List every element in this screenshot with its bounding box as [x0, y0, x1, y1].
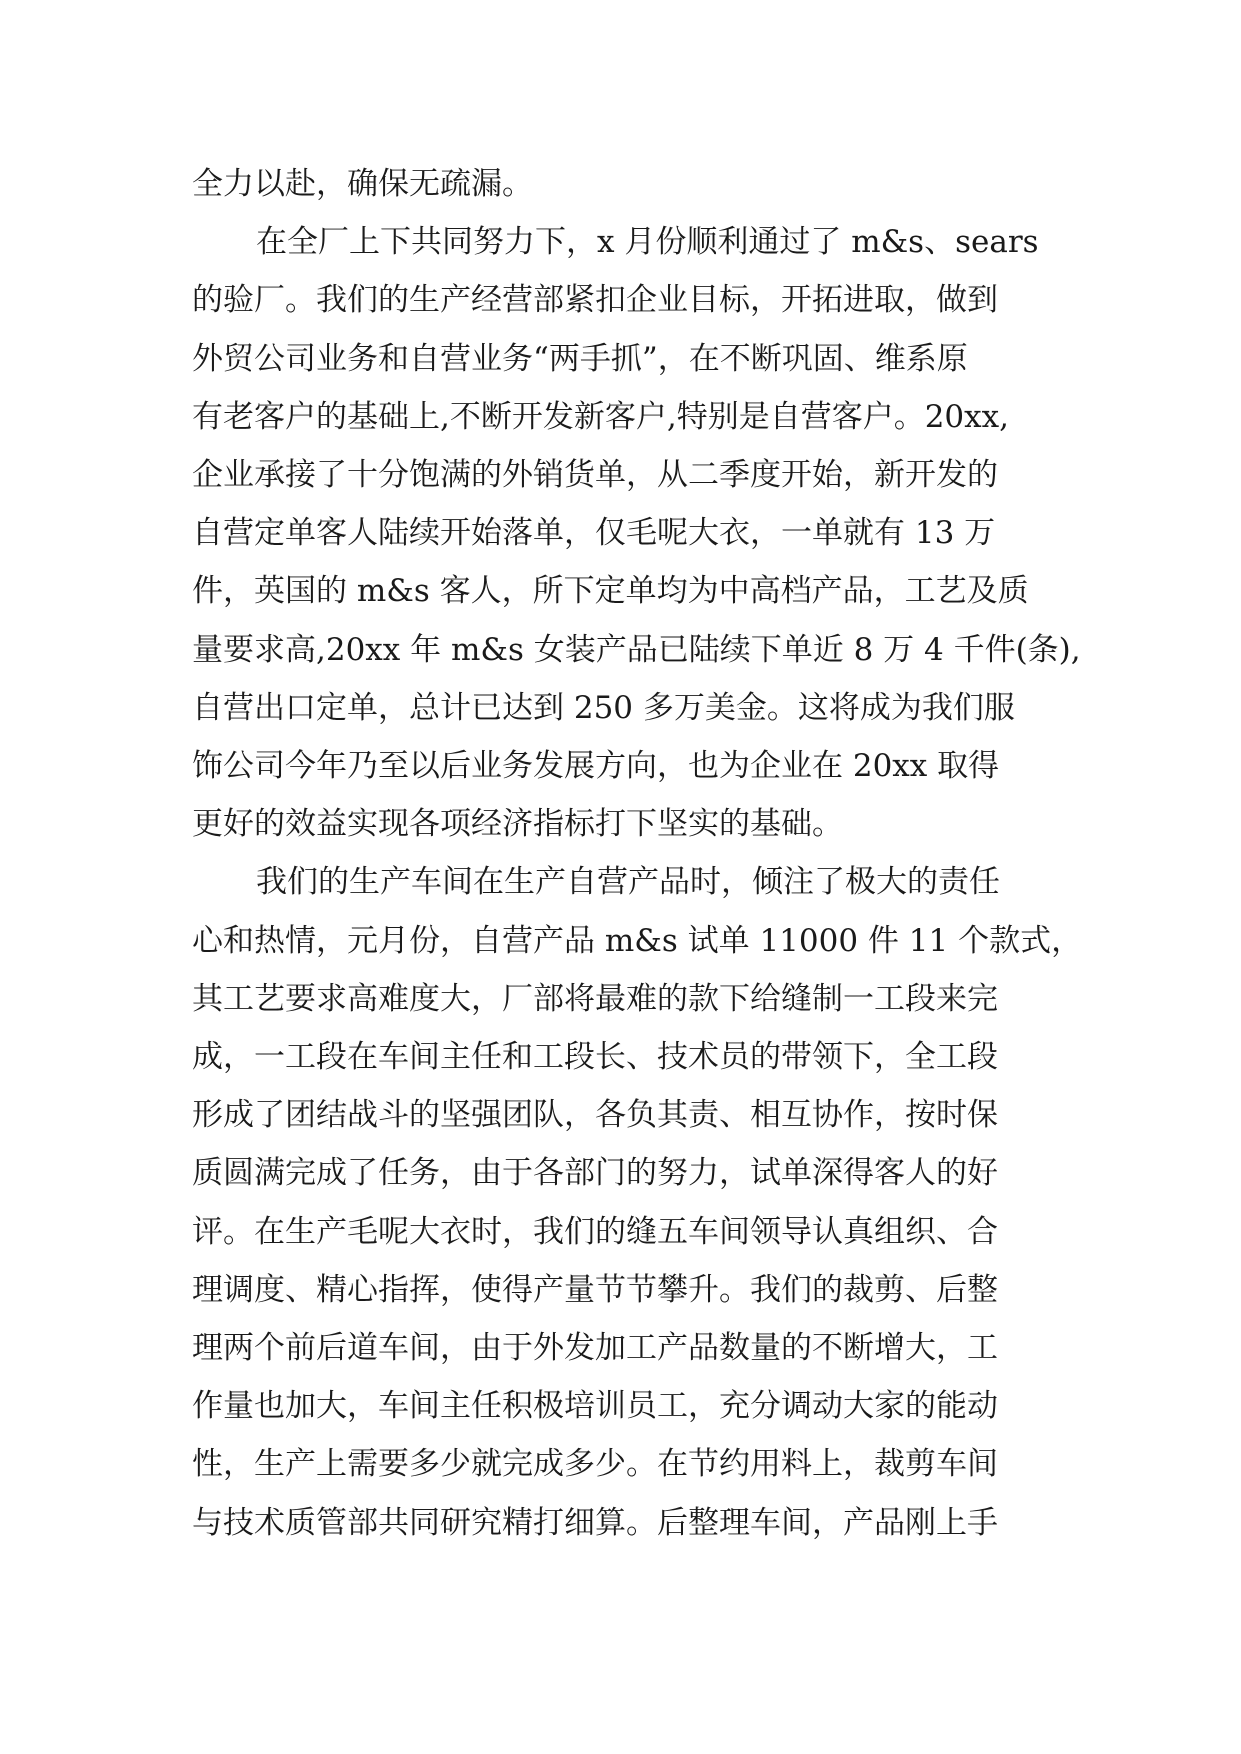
text-line: 更好的效益实现各项经济指标打下坚实的基础。	[192, 806, 843, 842]
paragraph-start-line: 在全厂上下共同努力下，x 月份顺利通过了 m&s、sears	[256, 224, 1039, 260]
text-line: 性，生产上需要多少就完成多少。在节约用料上，裁剪车间	[192, 1446, 998, 1482]
text-line: 量要求高,20xx 年 m&s 女装产品已陆续下单近 8 万 4 千件(条),	[192, 632, 1081, 668]
text-line: 的验厂。我们的生产经营部紧扣企业目标，开拓进取，做到	[192, 282, 998, 318]
text-line: 饰公司今年乃至以后业务发展方向，也为企业在 20xx 取得	[192, 748, 1000, 784]
text-line: 评。在生产毛呢大衣时，我们的缝五车间领导认真组织、合	[192, 1214, 998, 1250]
text-line: 成，一工段在车间主任和工段长、技术员的带领下，全工段	[192, 1039, 998, 1075]
text-line: 心和热情，元月份，自营产品 m&s 试单 11000 件 11 个款式，	[192, 923, 1083, 959]
text-line: 作量也加大，车间主任积极培训员工，充分调动大家的能动	[192, 1388, 998, 1424]
text-line: 其工艺要求高难度大，厂部将最难的款下给缝制一工段来完	[192, 981, 998, 1017]
text-line: 企业承接了十分饱满的外销货单，从二季度开始，新开发的	[192, 457, 998, 493]
text-line: 自营出口定单，总计已达到 250 多万美金。这将成为我们服	[192, 690, 1015, 726]
text-line: 外贸公司业务和自营业务“两手抓”，在不断巩固、维系原	[192, 341, 968, 377]
text-line: 质圆满完成了任务，由于各部门的努力，试单深得客人的好	[192, 1155, 998, 1191]
text-line: 全力以赴，确保无疏漏。	[192, 166, 533, 202]
text-line: 与技术质管部共同研究精打细算。后整理车间，产品刚上手	[192, 1505, 998, 1541]
paragraph-start-line: 我们的生产车间在生产自营产品时，倾注了极大的责任	[256, 864, 1000, 900]
text-line: 形成了团结战斗的坚强团队，各负其责、相互协作，按时保	[192, 1097, 998, 1133]
text-line: 件，英国的 m&s 客人，所下定单均为中高档产品，工艺及质	[192, 573, 1029, 609]
text-line: 有老客户的基础上,不断开发新客户,特别是自营客户。20xx,	[192, 399, 1009, 435]
text-line: 理调度、精心指挥，使得产量节节攀升。我们的裁剪、后整	[192, 1272, 998, 1308]
text-line: 自营定单客人陆续开始落单，仅毛呢大衣，一单就有 13 万	[192, 515, 996, 551]
text-line: 理两个前后道车间，由于外发加工产品数量的不断增大，工	[192, 1330, 998, 1366]
